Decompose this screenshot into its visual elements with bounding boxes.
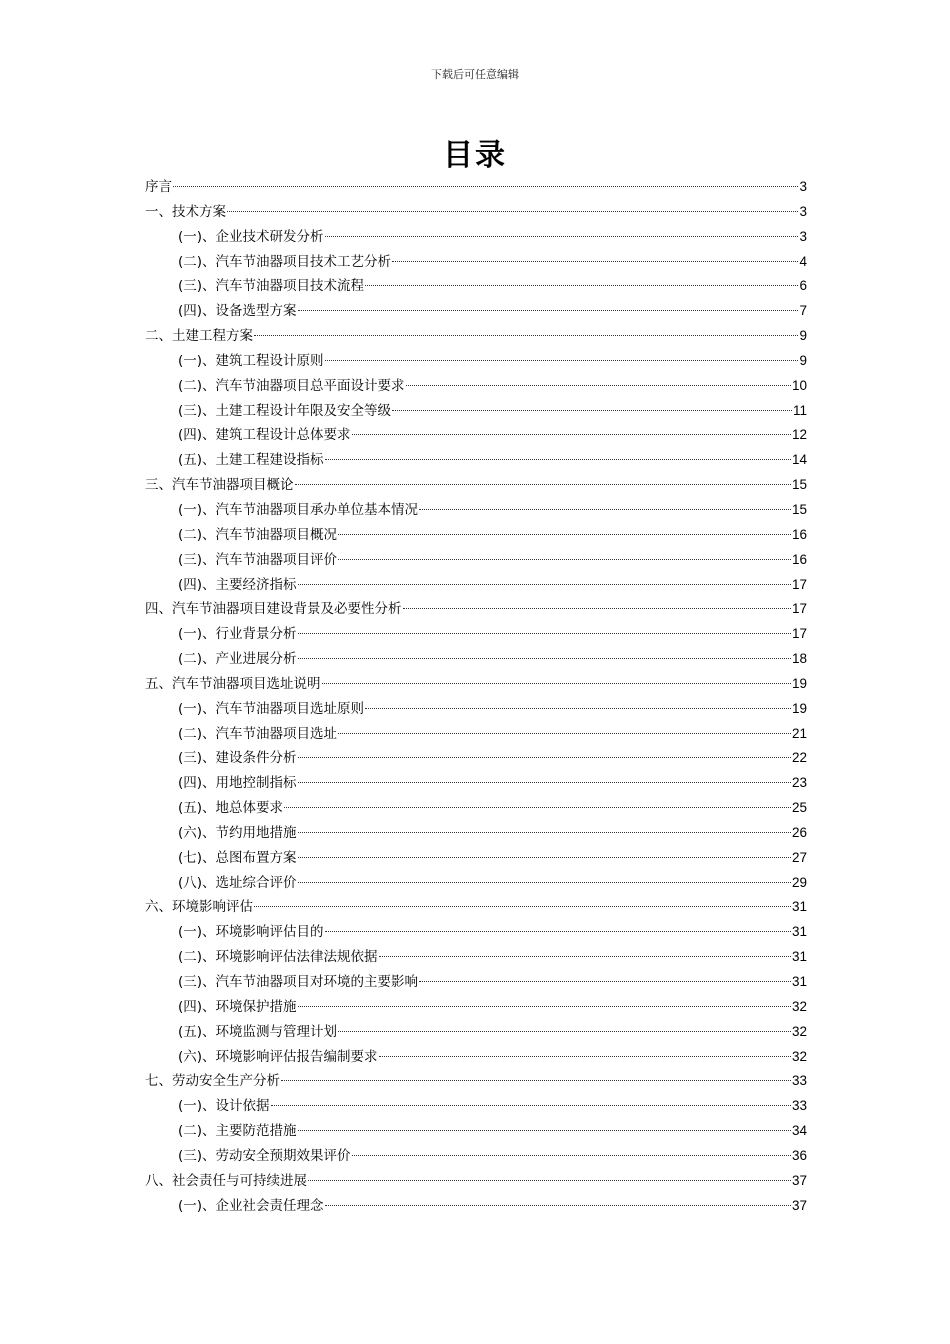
- toc-entry-label: (四)、设备选型方案: [178, 303, 297, 320]
- toc-entry-label: (一)、建筑工程设计原则: [178, 352, 324, 369]
- toc-entry[interactable]: [145, 697, 807, 722]
- toc-entry-page-number: 4: [799, 253, 807, 269]
- toc-entry[interactable]: [145, 473, 807, 498]
- toc-entry[interactable]: [145, 647, 807, 672]
- toc-entry-label: (二)、环境影响评估法律法规依据: [178, 949, 378, 966]
- toc-entry-label: (八)、选址综合评价: [178, 874, 297, 891]
- toc-dot-leader: [406, 385, 791, 386]
- toc-entry-label: (二)、汽车节油器项目选址: [178, 725, 338, 742]
- toc-entry[interactable]: [145, 1169, 807, 1194]
- toc-entry[interactable]: [145, 746, 807, 771]
- toc-entry-page-number: 17: [791, 576, 807, 592]
- toc-title: 目录: [443, 138, 507, 173]
- toc-entry[interactable]: [145, 846, 807, 871]
- toc-entry[interactable]: [145, 622, 807, 647]
- toc-entry[interactable]: [145, 597, 807, 622]
- toc-entry-label: (四)、建筑工程设计总体要求: [178, 427, 351, 444]
- toc-entry[interactable]: [145, 1094, 807, 1119]
- toc-entry-page-number: 36: [791, 1147, 807, 1163]
- toc-entry-page-number: 3: [799, 203, 807, 219]
- toc-entry-page-number: 32: [791, 1048, 807, 1064]
- toc-entry-page-number: 25: [791, 800, 807, 816]
- toc-entry-label: 一、技术方案: [145, 203, 226, 220]
- toc-entry-label: 七、劳动安全生产分析: [145, 1073, 280, 1090]
- toc-entry-page-number: 3: [799, 179, 807, 194]
- toc-dot-leader: [298, 832, 791, 833]
- toc-entry[interactable]: [145, 399, 807, 424]
- toc-entry[interactable]: [145, 895, 807, 920]
- toc-entry-page-number: 27: [791, 849, 807, 865]
- toc-entry-page-number: 10: [791, 377, 807, 393]
- toc-entry[interactable]: [145, 1119, 807, 1144]
- toc-entry[interactable]: [145, 423, 807, 448]
- toc-dot-leader: [298, 658, 791, 659]
- toc-entry[interactable]: [145, 250, 807, 275]
- toc-entry-page-number: 15: [791, 477, 807, 493]
- toc-dot-leader: [298, 857, 791, 858]
- toc-entry-label: (六)、节约用地措施: [178, 824, 297, 841]
- toc-entry-label: (七)、总图布置方案: [178, 849, 297, 866]
- toc-entry-page-number: 31: [791, 949, 807, 965]
- toc-entry-page-number: 19: [791, 675, 807, 691]
- toc-entry-page-number: 3: [799, 228, 807, 244]
- toc-dot-leader: [298, 782, 791, 783]
- toc-entry-page-number: 23: [791, 775, 807, 791]
- toc-entry[interactable]: [145, 573, 807, 598]
- toc-entry-page-number: 37: [791, 1172, 807, 1188]
- toc-entry-label: (四)、主要经济指标: [178, 576, 297, 593]
- toc-entry[interactable]: [145, 672, 807, 697]
- toc-entry-label: (五)、土建工程建设指标: [178, 452, 324, 469]
- toc-entry-label: (六)、环境影响评估报告编制要求: [178, 1048, 378, 1065]
- toc-dot-leader: [338, 733, 791, 734]
- toc-entry-label: (四)、环境保护措施: [178, 998, 297, 1015]
- toc-entry-label: (三)、汽车节油器项目对环境的主要影响: [178, 974, 419, 990]
- toc-entry[interactable]: [145, 1020, 807, 1045]
- toc-entry[interactable]: [145, 771, 807, 796]
- toc-entry-label: 二、土建工程方案: [145, 328, 253, 345]
- toc-entry-page-number: 6: [799, 278, 807, 294]
- toc-entry-page-number: 19: [791, 700, 807, 716]
- toc-entry-page-number: 21: [791, 725, 807, 741]
- toc-dot-leader: [325, 236, 799, 237]
- toc-entry-page-number: 31: [791, 924, 807, 940]
- toc-dot-leader: [338, 559, 791, 560]
- toc-entry-page-number: 33: [791, 1073, 807, 1089]
- toc-dot-leader: [379, 1056, 791, 1057]
- toc-entry-page-number: 18: [791, 651, 807, 667]
- toc-dot-leader: [325, 1205, 791, 1206]
- toc-dot-leader: [254, 906, 791, 907]
- toc-entry-label: (三)、土建工程设计年限及安全等级: [178, 402, 392, 419]
- page-header-note: 下载后可任意编辑: [431, 68, 519, 81]
- toc-dot-leader: [352, 434, 791, 435]
- toc-entry-label: 四、汽车节油器项目建设背景及必要性分析: [145, 601, 402, 618]
- toc-entry-page-number: 31: [791, 974, 807, 989]
- toc-entry-label: (二)、产业进展分析: [178, 651, 297, 668]
- toc-entry-label: (二)、汽车节油器项目总平面设计要求: [178, 377, 405, 394]
- toc-entry[interactable]: [145, 448, 807, 473]
- toc-dot-leader: [298, 757, 791, 758]
- toc-dot-leader: [325, 459, 791, 460]
- toc-dot-leader: [338, 1031, 791, 1032]
- toc-entry-label: (一)、企业社会责任理念: [178, 1197, 324, 1214]
- toc-entry[interactable]: [145, 1194, 807, 1219]
- toc-entry-label: (二)、主要防范措施: [178, 1123, 297, 1140]
- toc-dot-leader: [227, 211, 798, 212]
- toc-entry-label: (二)、汽车节油器项目技术工艺分析: [178, 253, 392, 270]
- toc-entry[interactable]: [145, 200, 807, 225]
- toc-entry[interactable]: [145, 920, 807, 945]
- toc-entry[interactable]: [145, 871, 807, 896]
- toc-entry[interactable]: [145, 995, 807, 1020]
- toc-entry[interactable]: [145, 548, 807, 573]
- toc-dot-leader: [325, 931, 791, 932]
- toc-dot-leader: [322, 683, 791, 684]
- toc-entry[interactable]: [145, 523, 807, 548]
- toc-dot-leader: [281, 1080, 791, 1081]
- toc-entry-page-number: 15: [791, 501, 807, 517]
- toc-entry[interactable]: [145, 796, 807, 821]
- toc-entry-page-number: 29: [791, 874, 807, 890]
- toc-entry-label: 序言: [145, 179, 172, 195]
- toc-entry-page-number: 32: [791, 1023, 807, 1039]
- toc-entry[interactable]: [145, 374, 807, 399]
- toc-entry-label: (二)、汽车节油器项目概况: [178, 526, 338, 543]
- toc-entry-page-number: 9: [799, 328, 807, 344]
- toc-dot-leader: [298, 1006, 791, 1007]
- toc-entry[interactable]: [145, 299, 807, 324]
- toc-entry-page-number: 9: [799, 352, 807, 368]
- toc-entry-label: (一)、汽车节油器项目承办单位基本情况: [178, 501, 419, 518]
- toc-entry-page-number: 37: [791, 1197, 807, 1213]
- toc-entry-label: (一)、汽车节油器项目选址原则: [178, 700, 365, 717]
- toc-dot-leader: [308, 1180, 791, 1181]
- toc-entry-label: 八、社会责任与可持续进展: [145, 1172, 307, 1189]
- toc-entry[interactable]: [145, 970, 807, 995]
- toc-dot-leader: [298, 633, 791, 634]
- toc-entry-label: (一)、企业技术研发分析: [178, 228, 324, 245]
- toc-entry[interactable]: [145, 1069, 807, 1094]
- toc-entry-label: 六、环境影响评估: [145, 899, 253, 916]
- toc-entry-page-number: 7: [799, 303, 807, 319]
- toc-entry-page-number: 11: [792, 402, 807, 418]
- toc-entry-page-number: 32: [791, 998, 807, 1014]
- toc-entry[interactable]: [145, 349, 807, 374]
- toc-entry-page-number: 22: [791, 750, 807, 766]
- toc-entry[interactable]: [145, 324, 807, 349]
- toc-entry-page-number: 17: [791, 601, 807, 617]
- toc-entry-label: (三)、建设条件分析: [178, 750, 297, 767]
- toc-entry[interactable]: [145, 274, 807, 299]
- toc-dot-leader: [392, 261, 798, 262]
- toc-dot-leader: [403, 608, 791, 609]
- toc-dot-leader: [419, 509, 791, 510]
- toc-dot-leader: [271, 1105, 791, 1106]
- toc-entry-page-number: 34: [791, 1123, 807, 1139]
- toc-entry-label: (三)、汽车节油器项目评价: [178, 551, 338, 568]
- toc-dot-leader: [365, 285, 798, 286]
- toc-dot-leader: [173, 186, 798, 187]
- toc-dot-leader: [298, 882, 791, 883]
- toc-entry-page-number: 14: [791, 452, 807, 468]
- toc-entry[interactable]: [145, 1045, 807, 1070]
- toc-entry-page-number: 31: [791, 899, 807, 915]
- toc-dot-leader: [295, 484, 791, 485]
- toc-entry[interactable]: [145, 945, 807, 970]
- toc-entry[interactable]: [145, 498, 807, 523]
- toc-dot-leader: [325, 360, 799, 361]
- toc-entry-page-number: 12: [791, 427, 807, 443]
- toc-entry-label: (三)、劳动安全预期效果评价: [178, 1147, 351, 1164]
- toc-entry[interactable]: [145, 225, 807, 250]
- toc-entry-label: (五)、地总体要求: [178, 800, 284, 817]
- toc-dot-leader: [284, 807, 791, 808]
- toc-entry-page-number: 33: [791, 1098, 807, 1114]
- toc-entry-label: (五)、环境监测与管理计划: [178, 1023, 338, 1040]
- toc-entry-label: 三、汽车节油器项目概论: [145, 477, 294, 494]
- toc-entry-page-number: 17: [791, 626, 807, 642]
- toc-dot-leader: [379, 956, 791, 957]
- toc-entry-label: (一)、行业背景分析: [178, 626, 297, 643]
- toc-dot-leader: [254, 335, 798, 336]
- toc-entry-label: 五、汽车节油器项目选址说明: [145, 675, 321, 692]
- toc-entry[interactable]: [145, 1144, 807, 1169]
- toc-entry[interactable]: [145, 821, 807, 846]
- toc-dot-leader: [338, 534, 791, 535]
- toc-entry-label: (四)、用地控制指标: [178, 775, 297, 792]
- toc-dot-leader: [298, 1130, 791, 1131]
- toc-entry-label: (一)、环境影响评估目的: [178, 924, 324, 941]
- toc-dot-leader: [419, 981, 791, 982]
- toc-dot-leader: [392, 410, 792, 411]
- toc-dot-leader: [298, 310, 799, 311]
- toc-entry-page-number: 16: [791, 551, 807, 567]
- toc-entry-label: (三)、汽车节油器项目技术流程: [178, 278, 365, 295]
- toc-entry-page-number: 16: [791, 526, 807, 542]
- toc-entry[interactable]: [145, 175, 807, 200]
- toc-dot-leader: [352, 1155, 791, 1156]
- toc-dot-leader: [365, 708, 791, 709]
- toc-dot-leader: [298, 584, 791, 585]
- toc-entry-page-number: 26: [791, 824, 807, 840]
- table-of-contents: [145, 175, 807, 1218]
- toc-entry[interactable]: [145, 722, 807, 747]
- toc-entry-label: (一)、设计依据: [178, 1098, 270, 1115]
